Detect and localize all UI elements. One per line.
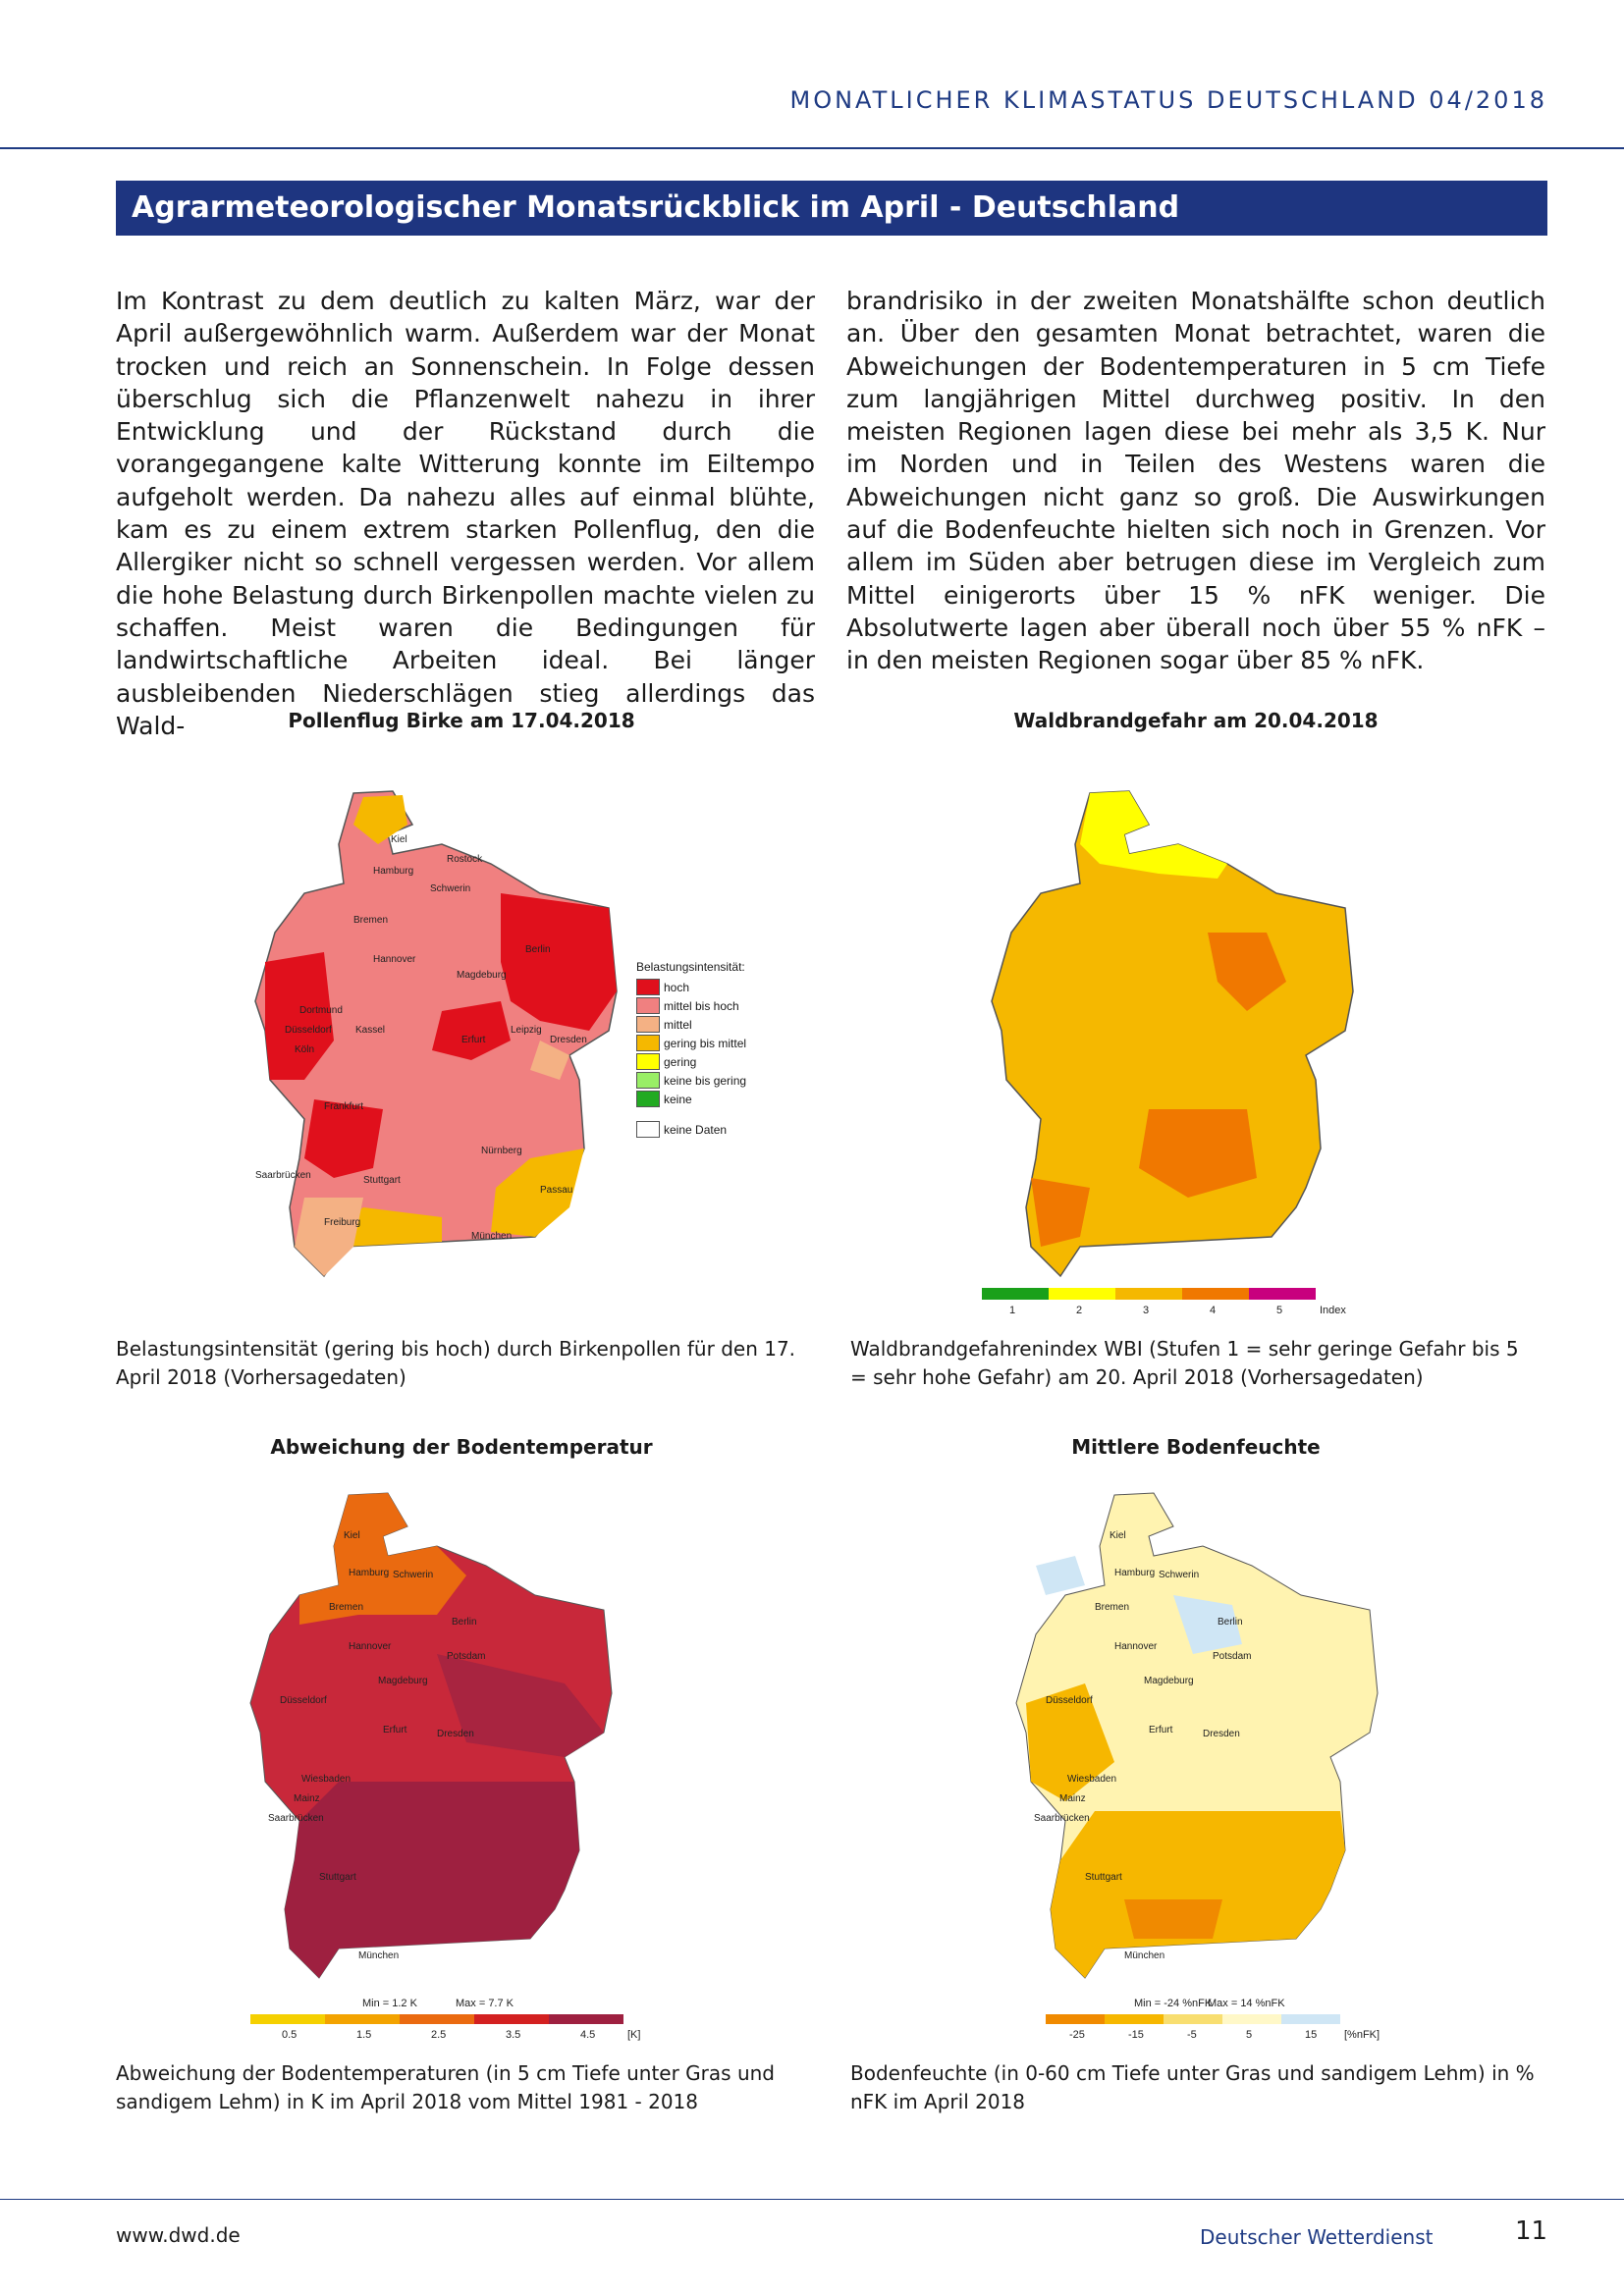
city-label: Bremen <box>1095 1602 1130 1613</box>
legend-item <box>636 978 746 996</box>
city-label: Düsseldorf <box>1046 1695 1093 1706</box>
city-label: Kiel <box>391 834 407 845</box>
soiltemp-map-caption: Abweichung der Bodentemperaturen (in 5 cm Tiefe unter Gras und sandigem Lehm) in K im April 2018 vom Mittel 1981 - 2018 <box>116 2061 775 2113</box>
pollen-map-title: Pollenflug Birke am 17.04.2018 <box>288 709 635 732</box>
legend-item <box>636 1090 746 1108</box>
legend-swatch <box>636 1016 660 1033</box>
city-label: Köln <box>295 1044 315 1055</box>
scale-swatch <box>1281 2014 1340 2024</box>
scale-unit-label: [K] <box>627 2029 641 2041</box>
pollen-map <box>245 785 638 1296</box>
legend-swatch <box>636 1035 660 1051</box>
scale-min-label: Min = -24 %nFK <box>1134 1998 1213 2009</box>
scale-swatch <box>1115 1288 1182 1300</box>
fire-map-caption: Waldbrandgefahrenindex WBI (Stufen 1 = sehr geringe Gefahr bis 5 = sehr hohe Gefahr) am 20. April 2018 (Vorhersagedaten) <box>850 1337 1519 1389</box>
city-label: Hannover <box>1114 1641 1158 1652</box>
city-label: Dresden <box>1203 1729 1240 1739</box>
soiltemp-map-title: Abweichung der Bodentemperatur <box>270 1435 653 1459</box>
body-text-right: brandrisiko in der zweiten Monatshälfte schon deutlich an. Über den gesamten Monat betrachtet, waren die Abweichungen der Bodentemperaturen in 5 cm Tiefe zum langjährigen Mittel durchweg positiv. In den meisten Regionen lagen diese bei mehr als 3,5 K. Nur im Norden und in Teilen des Westens waren die Abweichungen nicht ganz so groß. Die Auswirkungen auf die Bodenfeuchte hielten sich noch in Grenzen. Vor allem im Süden aber betrugen diese im Vergleich zum Mittel einigerorts über 15 % nFK weniger. Die Absolutwerte lagen aber überall noch über 55 % nFK – in den meisten Regionen sogar über 85 % nFK. <box>846 287 1545 675</box>
city-label: München <box>471 1231 513 1242</box>
scale-tick-label: -5 <box>1187 2029 1197 2041</box>
body-text-left: Im Kontrast zu dem deutlich zu kalten März, war der April außergewöhnlich warm. Außerdem war der Monat trocken und reich an Sonnenschein. In Folge dessen überschlug sich die Pflanzenwelt nahezu in ihrer Entwicklung und der Rückstand durch die vorangegangene kalte Witterung konnte im Eiltempo aufgeholt werden. Da nahezu alles auf einmal blühte, kam es zu einem extrem starken Pollenflug, den die Allergiker nicht so schnell vergessen werden. Vor allem die hohe Belastung durch Birkenpollen machte vielen zu schaffen. Meist waren die Bedingungen für landwirtschaftliche Arbeiten ideal. Bei länger ausbleibenden Niederschlägen stieg allerdings das Wald- <box>116 287 815 740</box>
city-label: Erfurt <box>383 1725 407 1735</box>
city-label: Kiel <box>344 1530 360 1541</box>
city-label: Wiesbaden <box>1067 1774 1117 1785</box>
scale-tick-label: -15 <box>1128 2029 1144 2041</box>
city-label: Hannover <box>373 954 416 965</box>
city-label: Stuttgart <box>1085 1872 1122 1883</box>
legend-label: hoch <box>664 980 690 994</box>
legend-item <box>636 1015 746 1034</box>
scale-tick-label: 0.5 <box>282 2029 298 2041</box>
legend-swatch <box>636 979 660 995</box>
scale-swatch <box>982 1288 1049 1300</box>
scale-swatch <box>1049 1288 1115 1300</box>
legend-label: keine <box>664 1092 692 1106</box>
city-label: Bremen <box>353 915 389 926</box>
city-label: Kassel <box>355 1025 386 1036</box>
section-title: Agrarmeteorologischer Monatsrückblick im April - Deutschland <box>116 181 1547 236</box>
moisture-map <box>1006 1487 1389 2042</box>
scale-swatch <box>1105 2014 1164 2024</box>
city-label: Berlin <box>452 1617 477 1628</box>
scale-tick-label: 15 <box>1305 2029 1318 2041</box>
fire-scale <box>982 1288 1346 1315</box>
city-label: Stuttgart <box>363 1175 401 1186</box>
city-label: Hannover <box>349 1641 392 1652</box>
scale-tick-label: 4 <box>1210 1305 1217 1315</box>
legend-item <box>636 1034 746 1052</box>
soiltemp-scale <box>250 1998 640 2041</box>
city-label: Berlin <box>1218 1617 1243 1628</box>
scale-swatch <box>1222 2014 1281 2024</box>
city-label: Schwerin <box>393 1570 434 1580</box>
scale-tick-label: -25 <box>1069 2029 1085 2041</box>
city-label: Erfurt <box>461 1035 486 1045</box>
scale-swatch <box>250 2014 325 2024</box>
scale-swatch <box>1046 2014 1105 2024</box>
city-label: Hamburg <box>1114 1568 1156 1578</box>
fire-map <box>982 785 1375 1315</box>
city-label: Magdeburg <box>378 1676 428 1686</box>
city-label: Hamburg <box>349 1568 390 1578</box>
scale-tick-label: 5 <box>1276 1305 1283 1315</box>
city-label: Schwerin <box>1159 1570 1200 1580</box>
city-label: Nürnberg <box>481 1146 522 1156</box>
scale-min-label: Min = 1.2 K <box>362 1998 417 2009</box>
scale-tick-label: 3 <box>1143 1305 1150 1315</box>
city-label: Saarbrücken <box>1034 1813 1090 1824</box>
scale-swatch <box>474 2014 549 2024</box>
scale-swatch <box>400 2014 474 2024</box>
legend-label: mittel bis hoch <box>664 998 739 1013</box>
city-label: Magdeburg <box>457 970 507 981</box>
legend-item <box>636 1071 746 1090</box>
city-label: Saarbrücken <box>255 1170 311 1181</box>
city-label: Wiesbaden <box>301 1774 352 1785</box>
city-label: Dresden <box>550 1035 587 1045</box>
scale-tick-label: 1 <box>1009 1305 1016 1315</box>
city-label: Dresden <box>437 1729 474 1739</box>
city-label: Hamburg <box>373 866 414 877</box>
legend-label: mittel <box>664 1017 692 1032</box>
city-label: Saarbrücken <box>268 1813 324 1824</box>
scale-swatch <box>1249 1288 1316 1300</box>
fire-map-title: Waldbrandgefahr am 20.04.2018 <box>1013 709 1379 732</box>
city-label: Erfurt <box>1149 1725 1173 1735</box>
city-label: Düsseldorf <box>280 1695 327 1706</box>
legend-swatch <box>636 1121 660 1138</box>
soiltemp-map <box>241 1487 643 2042</box>
scale-swatch <box>1164 2014 1222 2024</box>
city-label: Potsdam <box>1213 1651 1252 1662</box>
city-label: Freiburg <box>324 1217 361 1228</box>
city-label: Berlin <box>525 944 551 955</box>
moisture-scale <box>1046 1998 1380 2041</box>
scale-tick-label: 2.5 <box>431 2029 447 2041</box>
footer-organization: Deutscher Wetterdienst <box>1200 2225 1434 2249</box>
city-label: Potsdam <box>447 1651 486 1662</box>
legend-swatch <box>636 997 660 1014</box>
legend-swatch <box>636 1072 660 1089</box>
legend-label: keine Daten <box>664 1122 728 1137</box>
city-label: Stuttgart <box>319 1872 356 1883</box>
city-label: Rostock <box>447 854 483 865</box>
legend-item <box>636 1052 746 1071</box>
city-label: München <box>358 1950 400 1961</box>
legend-swatch <box>636 1091 660 1107</box>
legend-item <box>636 1120 746 1139</box>
city-label: Mainz <box>294 1793 320 1804</box>
scale-tick-label: 3.5 <box>506 2029 521 2041</box>
legend-label: keine bis gering <box>664 1073 747 1088</box>
running-header: MONATLICHER KLIMASTATUS DEUTSCHLAND 04/2018 <box>789 86 1547 114</box>
city-label: Passau <box>540 1185 573 1196</box>
city-label: Mainz <box>1059 1793 1086 1804</box>
moisture-map-title: Mittlere Bodenfeuchte <box>1071 1435 1321 1459</box>
city-label: Dortmund <box>299 1005 343 1016</box>
scale-swatch <box>549 2014 623 2024</box>
footer-url[interactable]: www.dwd.de <box>116 2223 241 2247</box>
scale-unit-label: [%nFK] <box>1344 2029 1380 2041</box>
city-label: Leipzig <box>511 1025 542 1036</box>
scale-unit-label: Index <box>1320 1305 1346 1315</box>
legend-swatch <box>636 1053 660 1070</box>
city-label: Düsseldorf <box>285 1025 332 1036</box>
scale-max-label: Max = 7.7 K <box>456 1998 514 2009</box>
city-label: Magdeburg <box>1144 1676 1194 1686</box>
pollen-legend <box>636 960 746 1139</box>
scale-tick-label: 1.5 <box>356 2029 372 2041</box>
scale-max-label: Max = 14 %nFK <box>1208 1998 1285 2009</box>
legend-label: gering bis mittel <box>664 1036 747 1050</box>
scale-tick-label: 5 <box>1246 2029 1253 2041</box>
city-label: Schwerin <box>430 883 471 894</box>
legend-label: gering <box>664 1054 697 1069</box>
page-number: 11 <box>1515 2216 1548 2246</box>
scale-tick-label: 2 <box>1076 1305 1083 1315</box>
header-rule <box>0 147 1624 149</box>
pollen-map-caption: Belastungsintensität (gering bis hoch) durch Birkenpollen für den 17. April 2018 (Vorhersagedaten) <box>116 1337 796 1389</box>
city-label: Frankfurt <box>324 1101 364 1112</box>
city-label: Bremen <box>329 1602 364 1613</box>
moisture-map-caption: Bodenfeuchte (in 0-60 cm Tiefe unter Gras und sandigem Lehm) in % nFK im April 2018 <box>850 2061 1535 2113</box>
legend-item <box>636 996 746 1015</box>
footer-rule <box>0 2199 1624 2200</box>
legend-title: Belastungsintensität: <box>636 960 745 974</box>
scale-tick-label: 4.5 <box>580 2029 596 2041</box>
scale-swatch <box>325 2014 400 2024</box>
scale-swatch <box>1182 1288 1249 1300</box>
city-label: Kiel <box>1110 1530 1126 1541</box>
city-label: München <box>1124 1950 1165 1961</box>
